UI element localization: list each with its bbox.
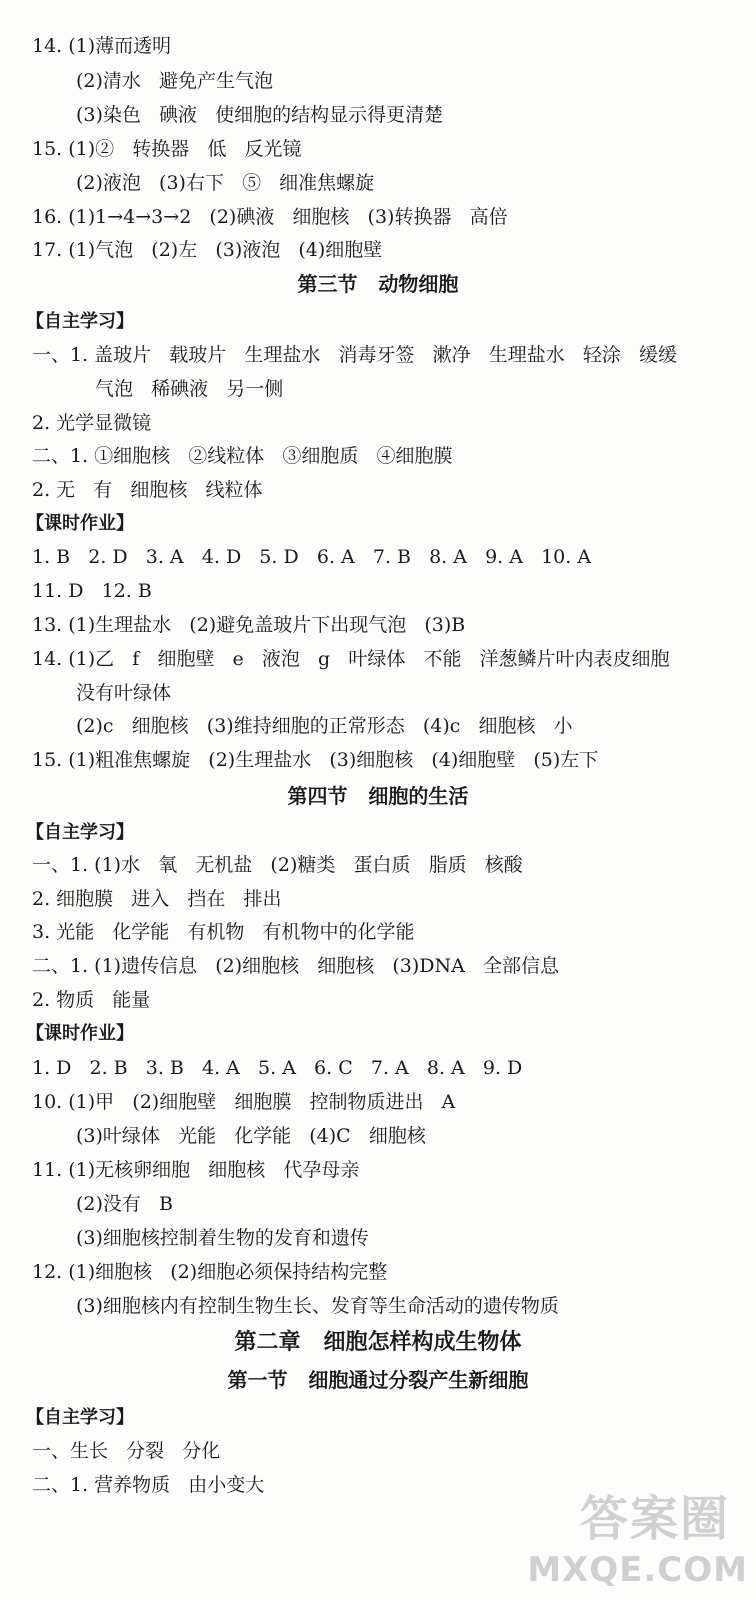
answer-line: 11. (1)无核卵细胞 细胞核 代孕母亲 bbox=[32, 1159, 360, 1181]
self-study-tag: 【自主学习】 bbox=[26, 822, 134, 843]
answer-line: 14. (1)乙 f 细胞壁 e 液泡 g 叶绿体 不能 洋葱鳞片叶内表皮细胞 bbox=[32, 648, 670, 670]
answer-line: 15. (1)② 转换器 低 反光镜 bbox=[32, 138, 302, 160]
answer-line: 3. 光能 化学能 有机物 有机物中的化学能 bbox=[32, 921, 415, 943]
answer-line: 2. 物质 能量 bbox=[32, 989, 151, 1011]
answer-line: 17. (1)气泡 (2)左 (3)液泡 (4)细胞壁 bbox=[32, 239, 383, 261]
watermark-logo bbox=[527, 1480, 748, 1590]
self-study-tag: 【自主学习】 bbox=[26, 311, 134, 332]
answer-line: (3)染色 碘液 使细胞的结构显示得更清楚 bbox=[76, 104, 444, 126]
answer-line: 11. D 12. B bbox=[32, 580, 152, 602]
answer-line: 10. (1)甲 (2)细胞壁 细胞膜 控制物质进出 A bbox=[32, 1091, 456, 1113]
answer-line: 12. (1)细胞核 (2)细胞必须保持结构完整 bbox=[32, 1261, 388, 1283]
answer-line: 1. B 2. D 3. A 4. D 5. D 6. A 7. B 8. A 9. A 10. A bbox=[32, 546, 592, 568]
answer-line: 2. 细胞膜 进入 挡在 排出 bbox=[32, 888, 282, 910]
answer-line: 一、生长 分裂 分化 bbox=[32, 1440, 221, 1462]
section-heading: 第一节 细胞通过分裂产生新细胞 bbox=[227, 1368, 529, 1392]
answer-line: 16. (1)1→4→3→2 (2)碘液 细胞核 (3)转换器 高倍 bbox=[32, 206, 508, 228]
answer-line: 1. D 2. B 3. B 4. A 5. A 6. C 7. A 8. A 9. D bbox=[32, 1057, 523, 1079]
answer-line: 13. (1)生理盐水 (2)避免盖玻片下出现气泡 (3)B bbox=[32, 614, 466, 636]
answer-line: 2. 光学显微镜 bbox=[32, 412, 152, 434]
answer-line: 15. (1)粗准焦螺旋 (2)生理盐水 (3)细胞核 (4)细胞壁 (5)左下 bbox=[32, 749, 599, 771]
homework-tag: 【课时作业】 bbox=[26, 1023, 134, 1044]
answer-line: 二、1. (1)遗传信息 (2)细胞核 细胞核 (3)DNA 全部信息 bbox=[32, 955, 559, 977]
answer-line: 没有叶绿体 bbox=[76, 682, 172, 704]
answer-line: 二、1. 营养物质 由小变大 bbox=[32, 1474, 265, 1496]
answer-line: (2)液泡 (3)右下 ⑤ 细准焦螺旋 bbox=[76, 172, 375, 194]
answer-line: 气泡 稀碘液 另一侧 bbox=[95, 378, 284, 400]
self-study-tag: 【自主学习】 bbox=[26, 1407, 134, 1428]
answer-line: (2)c 细胞核 (3)维持细胞的正常形态 (4)c 细胞核 小 bbox=[76, 715, 573, 737]
section-heading: 第四节 细胞的生活 bbox=[287, 784, 469, 808]
section-heading: 第三节 动物细胞 bbox=[297, 272, 459, 296]
answer-line: 一、1. 盖玻片 载玻片 生理盐水 消毒牙签 漱净 生理盐水 轻涂 缓缓 bbox=[32, 344, 677, 366]
answer-line: 2. 无 有 细胞核 线粒体 bbox=[32, 479, 263, 501]
answer-line: (2)没有 B bbox=[76, 1193, 173, 1215]
answer-line: (2)清水 避免产生气泡 bbox=[76, 70, 274, 92]
watermark-url: MXQE.COM bbox=[527, 1550, 748, 1590]
answer-line: 一、1. (1)水 氧 无机盐 (2)糖类 蛋白质 脂质 核酸 bbox=[32, 854, 523, 876]
answer-line: (3)叶绿体 光能 化学能 (4)C 细胞核 bbox=[76, 1125, 426, 1147]
homework-tag: 【课时作业】 bbox=[26, 513, 134, 534]
answer-line: (3)细胞核内有控制生物生长、发育等生命活动的遗传物质 bbox=[76, 1295, 559, 1317]
answer-line: 14. (1)薄而透明 bbox=[32, 35, 172, 57]
answer-line: 二、1. ①细胞核 ②线粒体 ③细胞质 ④细胞膜 bbox=[32, 445, 453, 467]
watermark-text: 答案圈 bbox=[579, 1491, 730, 1547]
chapter-heading: 第二章 细胞怎样构成生物体 bbox=[234, 1330, 522, 1355]
answer-line: (3)细胞核控制着生物的发育和遗传 bbox=[76, 1227, 369, 1249]
